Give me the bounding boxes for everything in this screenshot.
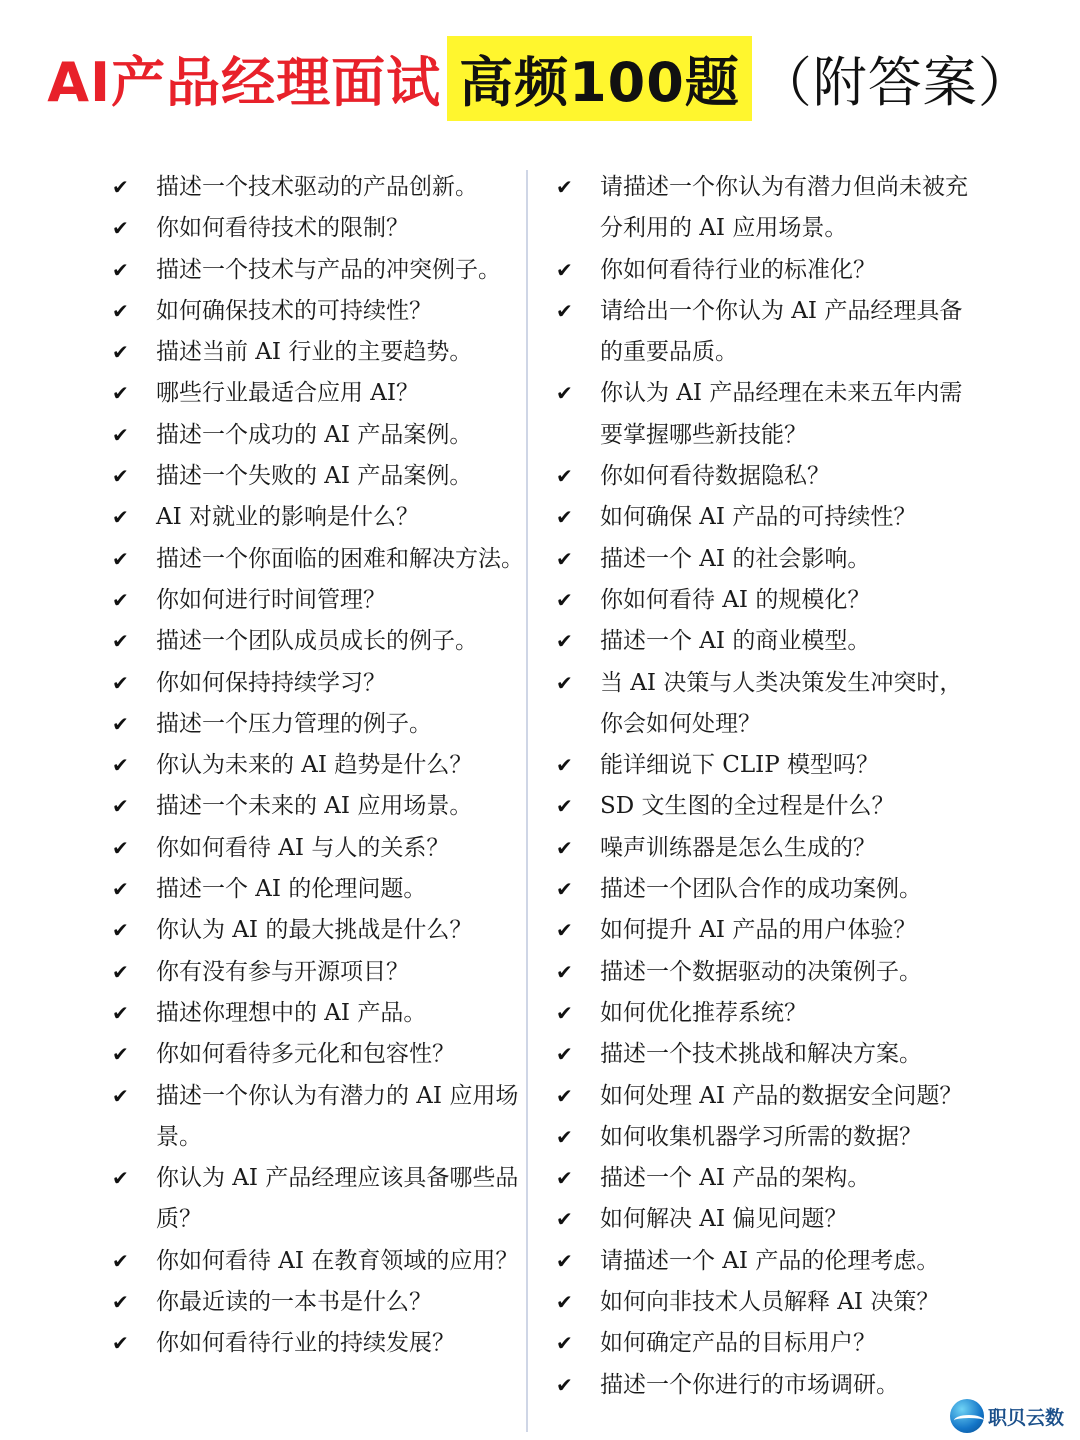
- list-item: [112, 539, 527, 580]
- check-icon: ✔: [556, 587, 573, 612]
- list-item: [112, 704, 527, 745]
- check-icon: ✔: [112, 877, 129, 902]
- list-item-text: 你最近读的一本书是什么？: [156, 1289, 432, 1316]
- list-item: [556, 993, 976, 1034]
- check-icon: ✔: [556, 1042, 573, 1067]
- check-icon: ✔: [556, 918, 573, 943]
- check-icon: ✔: [112, 1166, 129, 1191]
- check-icon: ✔: [112, 464, 129, 489]
- list-item-text: 你认为 AI 产品经理在未来五年内需要掌握哪些新技能？: [600, 380, 963, 448]
- check-icon: ✔: [112, 340, 129, 365]
- list-item-text: 你如何看待技术的限制？: [156, 215, 409, 242]
- list-item: [112, 250, 527, 291]
- list-item: [112, 621, 527, 662]
- list-item-text: 你认为 AI 的最大挑战是什么？: [156, 917, 473, 944]
- list-item-text: 你认为未来的 AI 趋势是什么？: [156, 752, 473, 779]
- check-icon: ✔: [112, 670, 129, 695]
- list-item: [112, 869, 527, 910]
- check-icon: ✔: [556, 505, 573, 530]
- list-item: [556, 539, 976, 580]
- list-item: [556, 952, 976, 993]
- list-item: [112, 497, 527, 538]
- list-item-text: SD 文生图的全过程是什么？: [600, 793, 895, 820]
- check-icon: ✔: [556, 1166, 573, 1191]
- title-red-part: AI产品经理面试: [47, 50, 442, 114]
- check-icon: ✔: [556, 1290, 573, 1315]
- list-item: [556, 250, 976, 291]
- check-icon: ✔: [556, 175, 573, 199]
- list-item-text: 如何确定产品的目标用户？: [600, 1330, 876, 1357]
- list-item: [556, 456, 976, 497]
- check-icon: ✔: [556, 629, 573, 654]
- list-item: [556, 621, 976, 662]
- list-item-text: 你如何看待 AI 与人的关系？: [156, 834, 450, 861]
- list-item-text: 你认为 AI 产品经理应该具备哪些品质？: [156, 1165, 519, 1233]
- list-item-text: 描述一个团队成员成长的例子。: [156, 628, 478, 655]
- list-item-text: 如何收集机器学习所需的数据？: [600, 1123, 922, 1150]
- list-item-text: 如何处理 AI 产品的数据安全问题？: [600, 1082, 963, 1109]
- list-item-text: AI 对就业的影响是什么？: [156, 504, 420, 531]
- list-item: [112, 208, 527, 249]
- list-item-text: 描述一个你面临的困难和解决方法。: [156, 545, 524, 572]
- list-item: [556, 1034, 976, 1075]
- list-item: [112, 332, 527, 373]
- list-item: [556, 291, 976, 374]
- list-item-text: 如何提升 AI 产品的用户体验？: [600, 917, 917, 944]
- check-icon: ✔: [112, 959, 129, 984]
- list-item-text: 如何确保技术的可持续性？: [156, 297, 432, 324]
- list-item-text: 描述一个技术驱动的产品创新。: [156, 174, 478, 200]
- list-item: [112, 456, 527, 497]
- list-item: [556, 745, 976, 786]
- list-item-text: 描述一个你进行的市场调研。: [600, 1371, 899, 1398]
- list-item: [556, 869, 976, 910]
- title-highlight-part: 高频100题: [447, 36, 752, 121]
- list-item: [112, 910, 527, 951]
- list-item: [112, 1282, 527, 1323]
- list-item: [556, 580, 976, 621]
- list-item: [112, 1241, 527, 1282]
- check-icon: ✔: [112, 1331, 129, 1356]
- list-item-text: 描述一个 AI 的商业模型。: [600, 628, 871, 655]
- list-item-text: 你有没有参与开源项目？: [156, 958, 409, 985]
- check-icon: ✔: [112, 1083, 129, 1108]
- list-item: [556, 910, 976, 951]
- list-item: [556, 167, 976, 250]
- list-item-text: 描述你理想中的 AI 产品。: [156, 999, 427, 1026]
- list-item-text: 你如何看待 AI 在教育领域的应用？: [156, 1247, 519, 1274]
- list-item: [556, 828, 976, 869]
- list-item: [112, 373, 527, 414]
- list-item: [556, 786, 976, 827]
- list-item: [556, 1158, 976, 1199]
- check-icon: ✔: [556, 670, 573, 695]
- list-item-text: 描述一个技术与产品的冲突例子。: [156, 256, 501, 283]
- check-icon: ✔: [556, 546, 573, 571]
- list-item: [556, 497, 976, 538]
- check-icon: ✔: [112, 1290, 129, 1315]
- check-icon: ✔: [556, 959, 573, 984]
- list-item: [556, 663, 976, 746]
- check-icon: ✔: [556, 1124, 573, 1149]
- check-icon: ✔: [556, 1248, 573, 1273]
- list-item: [112, 786, 527, 827]
- check-icon: ✔: [112, 1000, 129, 1025]
- check-icon: ✔: [112, 1042, 129, 1067]
- list-item: [112, 580, 527, 621]
- wave-globe-icon: [950, 1399, 984, 1433]
- list-item: [112, 993, 527, 1034]
- check-icon: ✔: [112, 546, 129, 571]
- check-icon: ✔: [112, 1248, 129, 1273]
- check-icon: ✔: [556, 753, 573, 778]
- list-item-text: 描述一个技术挑战和解决方案。: [600, 1041, 922, 1068]
- list-item: [112, 415, 527, 456]
- check-icon: ✔: [556, 794, 573, 819]
- check-icon: ✔: [556, 877, 573, 902]
- brand-logo-text: 职贝云数: [988, 1406, 1065, 1429]
- check-icon: ✔: [112, 381, 129, 406]
- list-item-text: 哪些行业最适合应用 AI？: [156, 380, 420, 407]
- check-icon: ✔: [556, 1207, 573, 1232]
- list-item: [112, 952, 527, 993]
- list-item-text: 描述一个 AI 产品的架构。: [600, 1165, 871, 1192]
- list-item-text: 你如何看待数据隐私？: [600, 463, 830, 490]
- check-icon: ✔: [556, 257, 573, 282]
- list-item-text: 描述一个你认为有潜力的 AI 应用场景。: [156, 1082, 519, 1150]
- list-item-text: 你如何看待行业的持续发展？: [156, 1330, 455, 1357]
- check-icon: ✔: [112, 794, 129, 819]
- check-icon: ✔: [112, 505, 129, 530]
- list-item: [112, 663, 527, 704]
- check-icon: ✔: [112, 629, 129, 654]
- list-item-text: 当 AI 决策与人类决策发生冲突时，你会如何处理？: [600, 669, 963, 737]
- list-item-text: 请给出一个你认为 AI 产品经理具备的重要品质。: [600, 297, 963, 366]
- list-item: [112, 1158, 527, 1241]
- check-icon: ✔: [556, 298, 573, 323]
- check-icon: ✔: [112, 422, 129, 447]
- list-item: [112, 291, 527, 332]
- list-item-text: 能详细说下 CLIP 模型吗？: [600, 752, 880, 779]
- title-black-part: （附答案）: [757, 50, 1033, 114]
- list-item-text: 请描述一个你认为有潜力但尚未被充分利用的 AI 应用场景。: [600, 174, 968, 242]
- list-item-text: 如何解决 AI 偏见问题？: [600, 1206, 848, 1233]
- check-icon: ✔: [556, 1331, 573, 1356]
- list-item: [556, 1076, 976, 1117]
- list-item: [556, 1117, 976, 1158]
- brand-logo: [950, 1396, 1064, 1436]
- list-item: [556, 1199, 976, 1240]
- list-item-text: 描述一个成功的 AI 产品案例。: [156, 421, 473, 448]
- list-item-text: 如何向非技术人员解释 AI 决策？: [600, 1289, 940, 1316]
- left-question-list: [112, 167, 527, 1365]
- list-item-text: 描述一个团队合作的成功案例。: [600, 876, 922, 903]
- check-icon: ✔: [112, 918, 129, 943]
- list-item: [112, 1034, 527, 1075]
- list-item-text: 你如何进行时间管理？: [156, 586, 386, 613]
- list-item-text: 请描述一个 AI 产品的伦理考虑。: [600, 1247, 940, 1274]
- list-item: [112, 745, 527, 786]
- list-item-text: 如何优化推荐系统？: [600, 999, 807, 1026]
- page-title: [0, 28, 1080, 128]
- right-question-list: [556, 167, 976, 1406]
- check-icon: ✔: [112, 835, 129, 860]
- list-item-text: 你如何看待 AI 的规模化？: [600, 586, 871, 613]
- check-icon: ✔: [112, 175, 129, 199]
- list-item-text: 你如何看待多元化和包容性？: [156, 1041, 455, 1068]
- check-icon: ✔: [112, 587, 129, 612]
- list-item: [556, 1365, 976, 1406]
- list-item: [112, 167, 527, 208]
- column-divider: [526, 170, 528, 1432]
- check-icon: ✔: [112, 216, 129, 241]
- check-icon: ✔: [112, 257, 129, 282]
- check-icon: ✔: [112, 753, 129, 778]
- check-icon: ✔: [556, 1372, 573, 1397]
- list-item: [112, 1323, 527, 1364]
- list-item-text: 你如何看待行业的标准化？: [600, 256, 876, 283]
- list-item-text: 你如何保持持续学习？: [156, 669, 386, 696]
- check-icon: ✔: [556, 1000, 573, 1025]
- list-item: [556, 1323, 976, 1364]
- list-item-text: 描述一个未来的 AI 应用场景。: [156, 793, 473, 820]
- list-item: [556, 373, 976, 456]
- check-icon: ✔: [112, 298, 129, 323]
- list-item-text: 描述当前 AI 行业的主要趋势。: [156, 339, 473, 366]
- check-icon: ✔: [556, 835, 573, 860]
- check-icon: ✔: [556, 381, 573, 406]
- list-item-text: 描述一个 AI 的伦理问题。: [156, 876, 427, 903]
- list-item-text: 描述一个数据驱动的决策例子。: [600, 958, 922, 985]
- list-item-text: 描述一个压力管理的例子。: [156, 710, 432, 737]
- list-item: [112, 1076, 527, 1159]
- list-item: [556, 1282, 976, 1323]
- check-icon: ✔: [112, 711, 129, 736]
- list-item: [112, 828, 527, 869]
- list-item-text: 如何确保 AI 产品的可持续性？: [600, 504, 917, 531]
- list-item-text: 描述一个失败的 AI 产品案例。: [156, 463, 473, 490]
- check-icon: ✔: [556, 1083, 573, 1108]
- list-item-text: 描述一个 AI 的社会影响。: [600, 545, 871, 572]
- check-icon: ✔: [556, 464, 573, 489]
- list-item: [556, 1241, 976, 1282]
- list-item-text: 噪声训练器是怎么生成的？: [600, 834, 876, 861]
